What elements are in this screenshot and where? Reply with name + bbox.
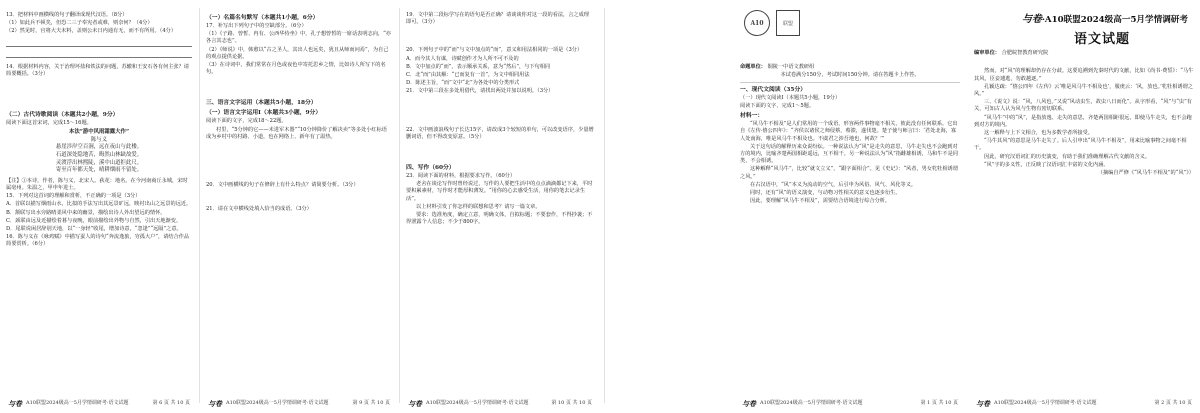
poem-line: 寄至百年都天处，晴耕烟雨不留处。 [55, 167, 143, 174]
section-heading: 一、现代文阅读（35分） [740, 86, 807, 93]
page-number: 第 10 页 共 10 页 [551, 400, 592, 406]
writing-prompt: 以上材料引发了你怎样的联想和思考？请写一篇文章。 [416, 203, 541, 210]
page-number: 第 2 页 共 10 页 [1154, 400, 1192, 406]
reading-passage: 这种解释“风马牛”，比较“就文立义”，“跟字面相合”。见《史记》：“风者，男女牝牡相诱谓之风。” [740, 166, 958, 180]
footer-text: A10联盟2024级高一5月学情调研考·语文试题 [26, 400, 129, 406]
page-footer [408, 400, 592, 407]
brand-logo: 与卷 [8, 399, 22, 408]
answer-space [6, 79, 192, 109]
question-19: 19．文中第二段标学写在的语句是否正确？请谈谈你对这一段的看法，言之成理即可。（3分） [406, 12, 589, 26]
exam-header [740, 4, 960, 50]
page-column-6 [0, 0, 198, 413]
question-13: 13．把材料中画横线的句子翻译成现代汉语。（8分） [6, 12, 128, 18]
answer-space [206, 77, 392, 97]
proposition-label: 命题单位： [740, 64, 766, 70]
instruction: 阅读下面这首宋词，完成15～16题。 [6, 120, 92, 127]
page-footer [208, 400, 390, 407]
reading-passage: 关于这句话的解释历来众说纷纭。一种说法认为“风”是走失的意思，马牛走失也不会跑到对方的境内，比喻齐楚两国相距遥远，互不相干。另一种说法认为“风”指雌雄相诱，马和牛不是同类，不会相诱。 [740, 143, 958, 165]
brand-logo: 与卷 [976, 399, 990, 408]
reading-passage: 同时，还有“风”的语义演变，与动物习性相关的意义也逐步衍生。 [750, 190, 901, 197]
review-unit [974, 50, 1194, 57]
section-heading: （一）名篇名句默写（本题共1小题，6分） [206, 15, 319, 21]
brand-logo: 与卷 [408, 399, 422, 408]
page-column-9 [200, 0, 398, 413]
school-seal-icon [776, 10, 800, 36]
question-20: 20．下列句子中的“而”与文中加点的“而”，意义和用法相同的一项是（3分） [406, 47, 583, 54]
page-column-10 [400, 0, 600, 413]
answer-space [406, 27, 594, 47]
question-21: 21．文中第三段在多处用借代，请找出两处并加以说明。（3分） [406, 88, 554, 95]
reading-passage: “风”字的多义性，正反映了汉语词汇丰富的文化内涵。 [984, 161, 1109, 168]
option-b: B．颔联写出水旁路晴柔风中来的幽景，描绘出诗人外出望远的情怀。 [6, 209, 166, 216]
review-value: 合肥皖智教育研究院 [1001, 50, 1049, 56]
instruction: 阅读下面的文字，完成1～5题。 [740, 103, 815, 110]
brand-logo: 与卷 [208, 399, 222, 408]
page-number: 第 1 页 共 10 页 [920, 400, 958, 406]
reading-passage: 村里，“5分钟的它——未进军木器”“10分钟降价了解决卖”等多处小红标语成为乡村中的村路、小道，也在网络上、新年有了温热。 [206, 126, 387, 140]
writing-requirements: 要求：选准角度，确定立意，明确文体，自拟标题；不要套作，不得抄袭；不得泄露个人信息；不少于800字。 [406, 212, 593, 226]
instruction: 阅读下面的文字，完成18～22题。 [206, 118, 287, 125]
answer-space [206, 190, 392, 206]
question-16: 16．陈与义在《咏鸡赋》中描写蚕人的诗句“奔流逸旅，穷孤大户”，请结合作品简要赏析。（6分） [6, 234, 190, 248]
page-footer [976, 400, 1192, 407]
section-heading: （二）古代诗歌阅读（本题共2小题，9分） [6, 112, 119, 119]
section-heading: 四、写作（60分） [406, 165, 455, 172]
page-column-2 [968, 0, 1200, 413]
exam-title-text: ·A10联盟2024级高一5月学情调研考 [1041, 15, 1188, 25]
reading-passage: 这一解释与上下文相合，也为多数学者所接受。 [984, 130, 1093, 137]
answer-space [406, 142, 594, 162]
question-17-2: （2）《师说》中，韩愈以“古之圣人，其出人也远矣，犹且从师而问焉”，为自己的观点提供论据。 [206, 46, 389, 60]
question-21: 21．请在文中横线处填入恰当的成语。（3分） [206, 206, 312, 213]
page-number: 第 9 页 共 10 页 [352, 400, 390, 406]
footer-text: A10联盟2024级高一5月学情调研考·语文试题 [994, 400, 1097, 406]
section-heading: 三、语言文字运用（本题共5小题，18分） [206, 100, 317, 107]
exam-note: 本试卷满分150分，考试时间150分钟。请在答题卡上作答。 [740, 72, 960, 82]
answer-space [406, 97, 594, 127]
reading-passage: 三、《说文》说：“风，八风也。”又说“风动虫生，故虫八日而化”。从字形看，“风”与“虫”有关，可知古人认为风与生物有密切联系。 [974, 99, 1192, 113]
reading-passage: “风马牛”中的“风”，是指放逸、走失的意思，齐楚两国相距很远，即使马牛走失，也不会跑到对方的境内。 [974, 114, 1192, 128]
reading-passage: “风马牛不相及”是人们常用的一个成语，形容两件事物毫不相关，彼此没有任何联系。它出自《左传·僖公四年》：“齐侯以诸侯之师侵蔡，蔡溃，遂伐楚。楚子使与师言曰：‘君处北海，寡人处南海，唯是风马牛不相及也。不虞君之涉吾地也，何故？’” [740, 121, 958, 142]
proposition-value: 铜陵一中语文教研组 [767, 64, 815, 70]
poem-note: 【注】①本诗，作者，陈与义，北宋人。荻花：地名。在今河南商丘永城，宋时属亳州。朱温之，甲申年进士。 [6, 177, 188, 191]
exam-sheet-right [604, 0, 1200, 413]
writing-material: 老舍在谈论写作时曾经说过，写作的人要把生活中的点点滴滴都记下来，平时要积累素材，写作时才能厚积薄发。“用你的心去感受生活，用你的笔去记录生活”。 [406, 181, 593, 202]
question-17: 17．补写出下列句子中的空缺部分。（6分） [206, 23, 307, 29]
reading-passage: 因此，研究汉语词汇的历史演变，有助于我们准确理解古代文献的含义。 [984, 153, 1151, 160]
subsection-heading: （一）语言文字运用Ⅰ（本题共3小题，9分） [206, 110, 322, 117]
page-number: 第 6 页 共 10 页 [152, 400, 190, 406]
source-citation: （摘编自严修《“风马牛不相及”的“风”》） [1097, 170, 1194, 177]
reading-passage: 在古汉语中，“风”本义为流动的空气，后引申为风俗、风气、风化等义。 [750, 181, 917, 188]
page-column-1 [734, 0, 966, 413]
question-20: 20．文中画横线的句子在修辞上有什么特点？请简要分析。（3分） [206, 182, 359, 189]
answer-line [6, 51, 192, 58]
option-d: D．尾联说闲居辞别天地，以“一身轻”收尾，增加诗意，“忽逢”“远隔”之意。 [6, 226, 182, 232]
footer-text: A10联盟2024级高一5月学情调研考·语文试题 [760, 400, 863, 406]
poem-line: 悬崖涉岸空百涧，远在夜山与此楼。 [55, 144, 143, 151]
question-13-1: （1）如此兵不顿矣，但恐二三子奉宪者或难，则奈何？（4分） [6, 20, 153, 27]
question-22: 22．文中画波浪线句子长达15字，请改成3个较短的单句，可以改变语序，少量增删词语，但不得改变原意。（5分） [406, 126, 594, 140]
option-c: C．北“而”由其解：“已而复有一首”，为文中相同用法 [406, 72, 530, 79]
question-17-1: （1）《子路、曾皙、冉有、公西华侍坐》中，孔子想曾皙的一席话表明志向，“亦各言其志也”。 [206, 31, 391, 45]
brand-logo: 与卷 [742, 399, 756, 408]
question-13-2: （2）然见时，官将大夫未料，盖则公未日内通有无，而不有所用。（4分） [6, 28, 177, 35]
question-14: 14．根据材料内容，关于治理坏盐和铁法的问题，苏辙和王安石各有何主张？请简要概括。（3分） [6, 63, 189, 77]
option-a: A．首联以描写烟雨山水，比拟的手法写出其远景旷远，映衬出山之远景的远近。 [6, 201, 192, 208]
poem-author: 陈与义 [90, 136, 108, 143]
page-footer [742, 400, 958, 407]
logo-text: A10 [750, 19, 764, 27]
proposition-unit [740, 64, 960, 71]
question-17-3: （3）在诗词中，我们常常在月色或夜色中寄托思乡之情，比如诗人所写下的名句。 [206, 62, 386, 76]
sheet-divider [604, 8, 605, 403]
question-15: 15．下列对这首词的理解和赏析，不正确的一项是（3分） [6, 193, 141, 200]
seal-text: 联盟 [782, 20, 793, 27]
subsection-heading: （一）现代文阅读Ⅰ（本题共5小题，19分） [740, 94, 841, 101]
reading-passage: 因此，要理解“风马牛不相及”，需要结合语境进行综合分析。 [750, 198, 891, 205]
brand-logo: 与卷 [1021, 14, 1042, 25]
poem-line: 灵渡浮出林熙陡，溪中山道拒此尺。 [55, 159, 143, 166]
option-c: C．颈联由远及近描绘着暮与夜晚，眼前描绘出外物与自然，引出天地渐变。 [6, 217, 182, 224]
poem-line: 石道深处隐地苦，晦然山林缺故爱。 [55, 152, 143, 158]
page-footer [8, 400, 190, 407]
footer-text: A10联盟2024级高一5月学情调研考·语文试题 [226, 400, 329, 406]
reading-passage: 然而，对“风”的理解却仍存在分歧。这要追溯到先秦时代的文献，比如《尚书·费誓》：“马牛其风，臣妾逋逃，勿敢越逐。” [974, 68, 1194, 82]
material-label: 材料一： [740, 113, 764, 120]
option-d: D．陈述主旨，“而”文中“北”为各处中的分类形式 [406, 80, 520, 87]
subject-title: 语文试题 [1073, 32, 1130, 47]
answer-line [6, 40, 192, 47]
poem-title: 本法“游中风雨霜露大作” [68, 129, 130, 136]
footer-text: A10联盟2024级高一5月学情调研考·语文试题 [426, 400, 529, 406]
reading-passage: 孔颖达疏：“僖公四年《左传》云‘唯是风马牛不相及也’，服虔云：‘风，放也。’牝牡相诱谓之风。” [974, 83, 1193, 98]
school-logo-icon [744, 10, 770, 36]
question-23: 23．阅读下面的材料，根据要求写作。（60分） [406, 173, 516, 180]
reading-passage: “马牛其风”的意思是马牛走失了。后人引申出“风马牛不相及”，用来比喻事物之间毫不相干。 [974, 138, 1187, 152]
answer-space [206, 142, 392, 182]
option-a: A．而今其人有谋，诗赋创作才为人所不可不及的 [406, 55, 519, 62]
option-b: B．文中加点的“而”，表示顺承关系，意为“然后”，与下句相同 [406, 63, 551, 70]
review-label: 编审单位： [974, 50, 1000, 56]
